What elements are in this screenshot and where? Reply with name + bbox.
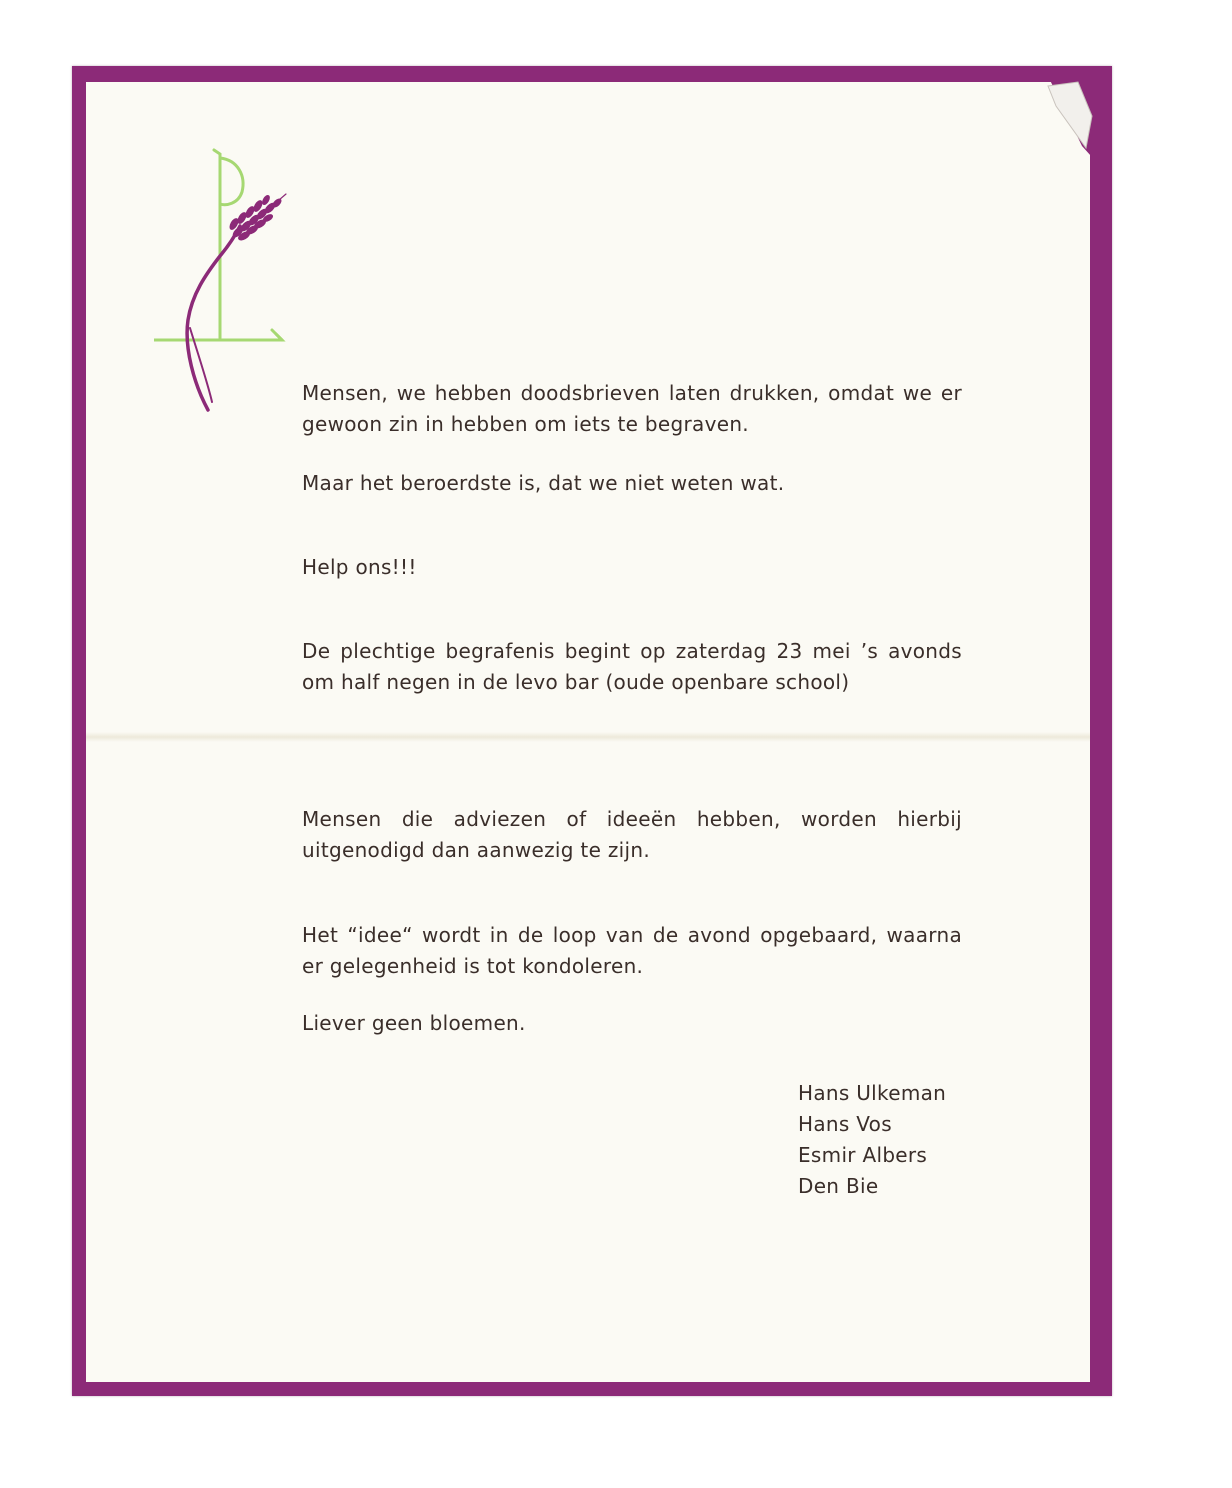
paragraph-help: Help ons!!! [302, 555, 417, 579]
folded-corner [1042, 76, 1106, 166]
signature-list [798, 1078, 946, 1202]
paragraph-idea: Het “idee“ wordt in de loop van de avond opgebaard, waarna er gelegenheid is tot kondoleren. [302, 923, 962, 978]
signature-name: Den Bie [798, 1174, 879, 1198]
card-paper [86, 82, 1090, 1382]
center-fold-line [86, 732, 1090, 742]
paragraph-ceremony: De plechtige begrafenis begint op zaterdag 23 mei ’s avonds om half negen in de levo bar (oude openbare school) [302, 639, 962, 694]
paragraph-no-flowers: Liever geen bloemen. [302, 1011, 526, 1035]
signature-name: Hans Ulkeman [798, 1081, 947, 1105]
paragraph-intro: Mensen, we hebben doodsbrieven laten drukken, omdat we er gewoon zin in hebben om iets te begraven. [302, 381, 962, 436]
chi-rho-wheat-emblem-icon [154, 148, 294, 418]
paragraph-problem: Maar het beroerdste is, dat we niet weten wat. [302, 471, 785, 495]
signature-name: Hans Vos [798, 1112, 892, 1136]
mourning-card-border [72, 66, 1112, 1396]
signature-name: Esmir Albers [798, 1143, 928, 1167]
paragraph-invitation: Mensen die adviezen of ideeën hebben, worden hierbij uitgenodigd dan aanwezig te zijn. [302, 807, 962, 862]
